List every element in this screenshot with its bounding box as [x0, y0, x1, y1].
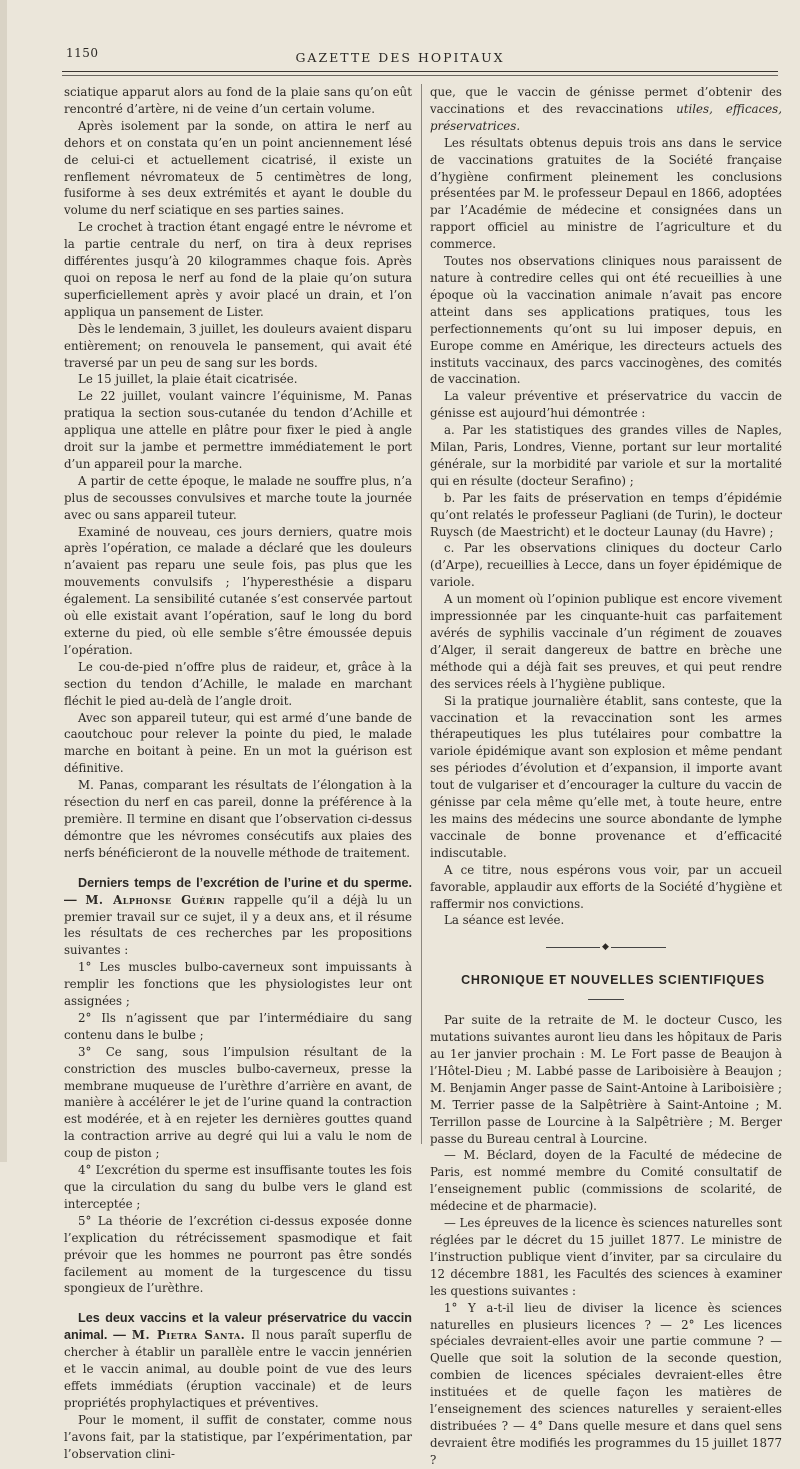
section-separator: [546, 944, 666, 952]
section-paragraph: [64, 875, 412, 960]
list-item: 2° Ils n’agissent que par l’intermédiaire du sang contenu dans le bulbe ;: [64, 1010, 412, 1042]
paragraph: Avec son appareil tuteur, qui est armé d’une bande de caoutchouc pour relever la pointe du pied, le malade marche en boitant à peine. En un mot la guérison est définitive.: [64, 710, 412, 776]
paragraph: — Les épreuves de la licence ès sciences naturelles sont réglées par le décret du 15 juillet 1877. Le ministre de l’instruction publique vient d’inviter, par sa circulaire du 12 décembre 1881, les Facultés des sciences à examiner les questions suivantes :: [430, 1216, 782, 1298]
paragraph: Pour le moment, il suffit de constater, comme nous l’avons fait, par la statistique, par l’expérimentation, par l’observation clini-: [64, 1412, 412, 1461]
running-title: GAZETTE DES HOPITAUX: [295, 50, 505, 65]
left-column: [64, 84, 412, 1463]
header-rule-thin: [62, 75, 778, 76]
list-item: 1° Les muscles bulbo-caverneux sont impuissants à remplir les fonctions que les physiologistes leur ont assignées ;: [64, 960, 412, 1009]
paragraph: Les résultats obtenus depuis trois ans dans le service de vaccinations gratuites de la Société française d’hygiène confirment pleinement les conclusions présentées par M. le professeur Depaul en 1866, adoptées par l’Académie de médecine et consignées dans un rapport officiel au ministre de l’agriculture et du commerce.: [430, 135, 782, 252]
paragraph: A un moment où l’opinion publique est encore vivement impressionnée par les cinquante-huit cas parfaitement avérés de syphilis vaccinale d’un régiment de zouaves d’Alger, il serait dangereux de battre en brèche une méthode qui a déjà fait ses preuves, et qui peut rendre des services réels à l’hygiène publique.: [430, 592, 782, 691]
list-item: 5° La théorie de l’excrétion ci-dessus exposée donne l’explication du rétrécissement spasmodique et fait prévoir que les hommes ne pourront pas être sondés facilement au moment de la turgescence du tissu spongieux de l’urèthre.: [64, 1213, 412, 1296]
paragraph: Le 15 juillet, la plaie était cicatrisée.: [78, 372, 298, 387]
paragraph-text: que, que le vaccin de génisse permet d’obtenir des vaccinations et des revaccinations: [430, 85, 782, 116]
paragraph: Par suite de la retraite de M. le docteur Cusco, les mutations suivantes auront lieu dans les hôpitaux de Paris au 1er janvier prochain : M. Le Fort passe de Beaujon à l’Hôtel-Dieu ; M. Labbé passe de Lariboisière à Beaujon ; M. Benjamin Anger passe de Saint-Antoine à Lariboisière ; M. Terrier passe de la Salpêtrière à Saint-Antoine ; M. Terrillon passe de Lourcine à la Salpêtrière ; M. Berger passe du Bureau central à Lourcine.: [430, 1013, 782, 1146]
paragraph: [430, 84, 782, 135]
paragraph: Le 22 juillet, voulant vaincre l’équinisme, M. Panas pratiqua la section sous-cutanée du tendon d’Achille et appliqua une attelle en plâtre pour fixer le pied à angle droit sur la jambe et permettre immédiatement le port d’un appareil pour la marche.: [64, 389, 412, 471]
section-heading: Derniers temps de l’excrétion de l’urine et du sperme. —: [64, 875, 412, 907]
paragraph: 1° Y a-t-il lieu de diviser la licence ès sciences naturelles en plusieurs licences ? — 2° Les licences spéciales devraient-elles avoir une partie commune ? — Quelle que soit la solution de la seconde question, combien de licences spéciales devraient-elles être instituées et de quelle façon les matières de l’enseignement des sciences naturelles y seraient-elles distribuées ? — 4° Dans quelle mesure et dans quel sens devraient être modifiés les programmes du 15 juillet 1877 ?: [430, 1300, 782, 1467]
paragraph: A ce titre, nous espérons vous voir, par un accueil favorable, applaudir aux efforts de la Société d’hygiène et raffermir nos convictions.: [430, 862, 782, 911]
paragraph: La valeur préventive et préservatrice du vaccin de génisse est aujourd’hui démontrée :: [430, 389, 782, 421]
paragraph-text: rappelle qu’il a déjà lu un premier travail sur ce sujet, il y a deux ans, et il résume les résultats de ces recherches par les propositions suivantes :: [64, 892, 412, 958]
paragraph: — M. Béclard, doyen de la Faculté de médecine de Paris, est nommé membre du Comité consultatif de l’enseignement public (commissions de scolarité, de médecine et de pharmacie).: [430, 1148, 782, 1214]
paragraph: Examiné de nouveau, ces jours derniers, quatre mois après l’opération, ce malade a déclaré que les douleurs n’avaient pas reparu une seule fois, pas plus que les mouvements convulsifs ; l’hyperesthésie a disparu également. La sensibilité cutanée s’est conservée partout où elle existait avant l’opération, sauf le long du bord externe du pied, où elle semble s’être émoussée depuis l’opération.: [64, 524, 412, 657]
paragraph: Si la pratique journalière établit, sans conteste, que la vaccination et la revaccination sont les armes thérapeutiques les plus tutélaires pour combattre la variole épidémique avant son explosion et même pendant ses périodes d’évolution et d’expansion, il importe avant tout de vulgariser et d’encourager la culture du vaccin de génisse par cela même qu’elle met, à toute heure, entre les mains des médecins une source abondante de lymphe vaccinale de bonne provenance et d’efficacité indiscutable.: [430, 693, 782, 860]
emphasis-text: utiles, efficaces, préservatrices.: [430, 101, 782, 133]
list-item: b. Par les faits de préservation en temps d’épidémie qu’ont relatés le professeur Pagliani (de Turin), le docteur Ruysch (de Maestricht) et le docteur Launay (du Havre) ;: [430, 490, 782, 539]
paragraph: Toutes nos observations cliniques nous paraissent de nature à contredire celles qui ont été recueillies à une époque où la vaccination animale n’avait pas encore atteint dans ses applications pratiques, tous les perfectionnements qu’ont su lui imposer depuis, en Europe comme en Amérique, les directeurs actuels des instituts vaccinaux, des parcs vaccinogènes, des comités de vaccination.: [430, 254, 782, 387]
paragraph: La séance est levée.: [444, 913, 565, 928]
author-name: M. Alphonse Guérin: [85, 892, 226, 907]
column-divider: [421, 84, 422, 1144]
paragraph: M. Panas, comparant les résultats de l’élongation à la résection du nerf en cas pareil, donne la préférence à la première. Il termine en disant que l’observation ci-dessus démontre que les névromes consécutifs aux plaies des nerfs bénéficieront de la nouvelle méthode de traitement.: [64, 778, 412, 860]
section-heading: Les deux vaccins et la valeur préservatrice du vaccin animal. —: [64, 1311, 412, 1343]
paragraph: Après isolement par la sonde, on attira le nerf au dehors et on constata qu’en un point anciennement lésé de celui-ci et actuellement cicatrisé, il existe un renflement névromateux de 5 centimètres de long, fusiforme à ses deux extrémités et ayant le double du volume du nerf sciatique en ses parties saines.: [64, 118, 412, 218]
list-item: 3° Ce sang, sous l’impulsion résultant de la constriction des muscles bulbo-caverneux, presse la membrane muqueuse de l’urèthre d’arrière en avant, de manière à accélérer le jet de l’urine quand la contraction est modérée, et à en rejeter les dernières gouttes quand la contraction arrive au degré qui lui a valu le nom de coup de piston ;: [64, 1044, 412, 1161]
paragraph-text: Il nous paraît superflu de chercher à établir un parallèle entre le vaccin jennérien et le vaccin animal, au double point de vue des leurs effets immédiats (éruption vaccinale) et de leurs propriétés prophylactiques et préventives.: [64, 1328, 412, 1410]
title-rule: [588, 999, 624, 1000]
list-item: 4° L’excrétion du sperme est insuffisante toutes les fois que la circulation du sang du bulbe vers le gland est interceptée ;: [64, 1163, 412, 1211]
paragraph: Dès le lendemain, 3 juillet, les douleurs avaient disparu entièrement; on renouvela le pansement, qui avait été traversé par un peu de sang sur les bords.: [64, 321, 412, 370]
section-title: CHRONIQUE ET NOUVELLES SCIENTIFIQUES: [461, 973, 765, 988]
paragraph: Le crochet à traction étant engagé entre le névrome et la partie centrale du nerf, on tira à deux reprises différentes jusqu’à 20 kilogrammes chaque fois. Après quoi on reposa le nerf au fond de la plaie qu’on sutura superficiellement après y avoir placé un drain, et l’on appliqua un pansement de Lister.: [64, 220, 412, 319]
section-paragraph: [64, 1310, 412, 1411]
paragraph: sciatique apparut alors au fond de la plaie sans qu’on eût rencontré d’artère, ni de veine d’un certain volume.: [64, 85, 412, 116]
page-number: 1150: [66, 46, 99, 60]
header-rule: [62, 71, 778, 72]
list-item: c. Par les observations cliniques du docteur Carlo (d’Arpe), recueillies à Lecce, dans un foyer épidémique de variole.: [430, 541, 782, 590]
list-item: a. Par les statistiques des grandes villes de Naples, Milan, Paris, Londres, Vienne, portant sur leur mortalité générale, sur la morbidité par variole et sur la mortalité qui en résulte (docteur Serafino) ;: [430, 423, 782, 488]
right-column: [430, 84, 782, 1469]
page-edge: [0, 0, 7, 1162]
author-name: M. Pietra Santa.: [131, 1328, 246, 1343]
paragraph: Le cou-de-pied n’offre plus de raideur, et, grâce à la section du tendon d’Achille, le malade en marchant fléchit le pied au-delà de l’angle droit.: [64, 659, 412, 708]
paragraph: A partir de cette époque, le malade ne souffre plus, n’a plus de secousses convulsives et marche toute la journée avec ou sans appareil tuteur.: [64, 473, 412, 522]
